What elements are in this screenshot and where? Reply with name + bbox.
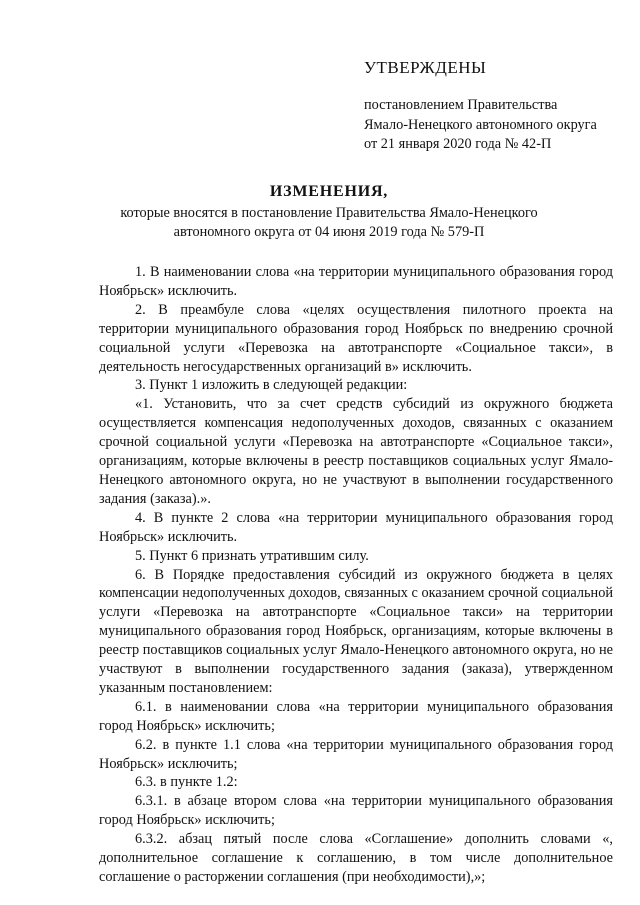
approval-title: УТВЕРЖДЕНЫ: [364, 58, 487, 77]
paragraph: 6.3.2. абзац пятый после слова «Соглашение» дополнить словами «, дополнительное соглашение к соглашению, в том числе дополнительное соглашение о расторжении соглашения (при необходимости),»;: [99, 831, 613, 885]
paragraph: 6.3.1. в абзаце втором слова «на территории муниципального образования город Ноябрьск» исключить;: [99, 793, 613, 829]
approval-line: Ямало-Ненецкого автономного округа: [364, 116, 597, 133]
paragraph: 4. В пункте 2 слова «на территории муниципального образования город Ноябрьск» исключить.: [99, 509, 613, 545]
paragraph: 3. Пункт 1 изложить в следующей редакции:: [135, 377, 408, 394]
document-body: [99, 263, 613, 887]
paragraph: 1. В наименовании слова «на территории муниципального образования город Ноябрьск» исключить.: [99, 264, 613, 299]
paragraph: 6.3. в пункте 1.2:: [135, 774, 238, 791]
approval-line: постановлением Правительства: [364, 97, 558, 113]
paragraph: 6.2. в пункте 1.1 слова «на территории муниципального образования город Ноябрьск» исключить;: [99, 736, 613, 772]
approval-line: от 21 января 2020 года № 42-П: [364, 136, 552, 152]
paragraph: 5. Пункт 6 признать утратившим силу.: [135, 547, 369, 564]
paragraph: 6. В Порядке предоставления субсидий из окружного бюджета в целях компенсации недополученных доходов, связанных с оказанием срочной социальной услуги «Перевозка на автотранспорте «Социальное такси» на территории муниципального образования город Ноябрьск, организациям, которые включены в реестр поставщиков социальных услуг Ямало-Ненецкого автономного округа, но не участвуют в выполнении государственного задания (заказа), утвержденном указанным постановлением:: [99, 566, 613, 696]
document-subtitle-line: автономного округа от 04 июня 2019 года № 579-П: [173, 224, 485, 240]
paragraph: 2. В преамбуле слова «целях осуществления пилотного проекта на территории муниципального образования город Ноябрьск по внедрению срочной социальной услуги «Перевозка на автотранспорте «Социальное такси», в деятельность негосударственных организаций в» исключить.: [99, 301, 613, 375]
document-subtitle-line: которые вносятся в постановление Правительства Ямало-Ненецкого: [120, 205, 538, 221]
document-title: ИЗМЕНЕНИЯ,: [269, 183, 389, 200]
paragraph: «1. Установить, что за счет средств субсидий из окружного бюджета осуществляется компенсация недополученных доходов, связанных с оказанием срочной социальной услуги «Перевозка на автотранспорте «Социальное такси», организациям, которые включены в реестр поставщиков социальных услуг Ямало-Ненецкого автономного округа, но не участвуют в выполнении государственного задания (заказа).».: [99, 396, 613, 507]
paragraph: 6.1. в наименовании слова «на территории муниципального образования город Ноябрьск» исключить;: [99, 698, 613, 734]
approval-block: [364, 58, 634, 155]
document-subtitle: [100, 204, 558, 242]
